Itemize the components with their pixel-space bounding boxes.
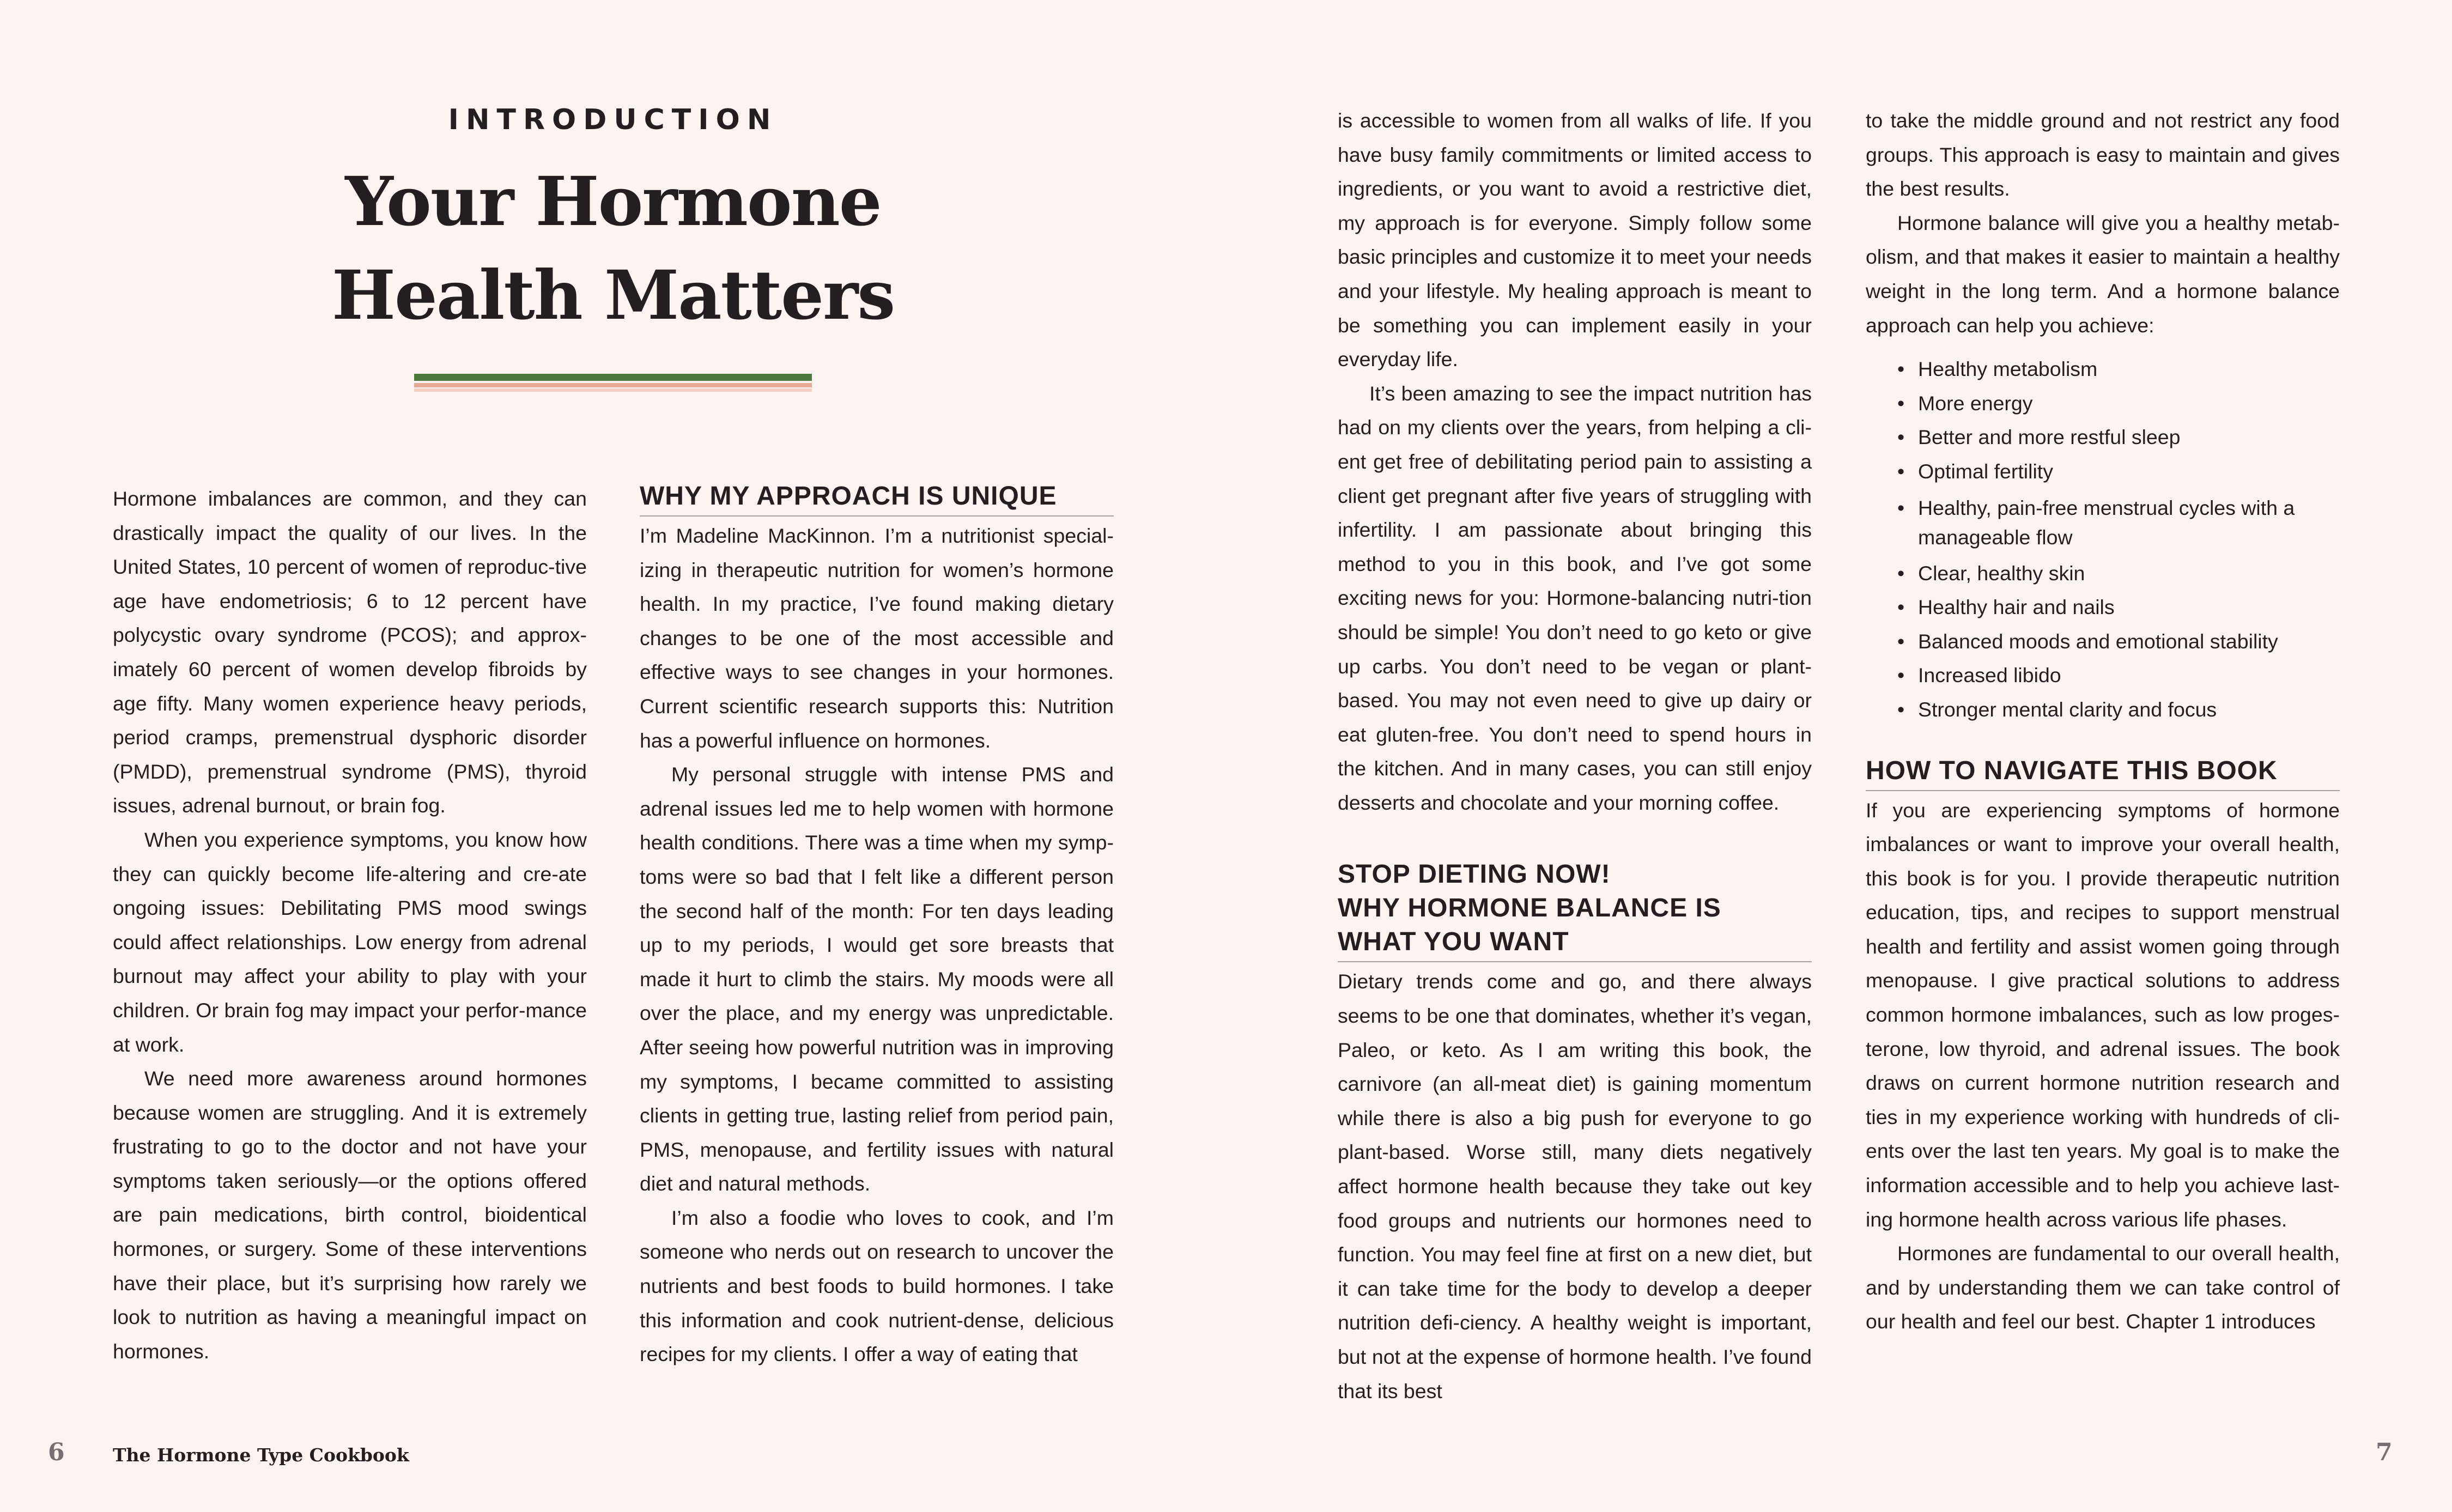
list-item: • Stronger mental clarity and focus: [1866, 693, 2340, 727]
chapter-title-line-1: Your Hormone: [345, 162, 881, 241]
list-item: • Healthy hair and nails: [1866, 590, 2340, 624]
list-item: • Healthy, pain-free menstrual cycles with a manageable flow: [1866, 493, 2340, 552]
paragraph: to take the middle ground and not restrict any food groups. This approach is easy to maintain and gives the best results.: [1866, 109, 2340, 201]
title-rule-light-pink: [414, 388, 812, 392]
list-item: • Better and more restful sleep: [1866, 420, 2340, 454]
paragraph: When you experience symptoms, you know how they can quickly become life-altering and cre-ate ongoing issues: Debilitating PMS mood swings could affect relationships. Low energy from adrenal burnout may affect your ability to play with your children. Or brain fog may impact your perfor-mance at work.: [113, 828, 587, 1056]
list-item: • Clear, healthy skin: [1866, 556, 2340, 591]
paragraph: Hormones are fundamental to our overall health, and by understanding them we can take control of our health and feel our best. Chapter 1 introduces: [1866, 1242, 2340, 1333]
list-item: • More energy: [1866, 386, 2340, 421]
paragraph: Hormone imbalances are common, and they can drastically impact the quality of our lives. In the United States, 10 percent of women of reproduc-tive age have endometriosis; 6 to 12 percent have polycystic ovary syndrome (PCOS); and approx-imately 60 percent of women develop fibroids by age fifty. Many women experience heavy periods, period cramps, premenstrual dysphoric disorder (PMDD), premenstrual syndrome (PMS), thyroid issues, adrenal burnout, or brain fog.: [113, 487, 587, 817]
section-heading-stop-dieting: [1338, 858, 1812, 962]
running-head: The Hormone Type Cookbook: [113, 1444, 409, 1466]
paragraph: My personal struggle with intense PMS and adrenal issues led me to help women with hormone health conditions. There was a time when my symp-toms were so bad that I felt like a different person the second half of the month: For ten days leading up to my periods, I would get sore breasts that made it hurt to climb the stairs. My moods were all over the place, and my energy was unpredictable. After seeing how powerful nutrition was in improving my symptoms, I became committed to assisting clients in getting true, lasting relief from period pain, PMS, menopause, and fertility issues with natural diet and natural methods.: [640, 763, 1114, 1195]
list-item: • Increased libido: [1866, 658, 2340, 693]
section-eyebrow: INTRODUCTION: [448, 104, 778, 136]
paragraph: Hormone balance will give you a healthy metab-olism, and that makes it easier to maintain a healthy weight in the long term. And a hormone balance approach can help you achieve:: [1866, 211, 2340, 337]
paragraph: is accessible to women from all walks of life. If you have busy family commitments or limited access to ingredients, or you want to avoid a restrictive diet, my approach is for everyone. Simply follow some basic principles and customize it to meet your needs and your lifestyle. My healing approach is meant to be something you can implement easily in your everyday life.: [1338, 109, 1812, 371]
column-4: [1866, 104, 2340, 1339]
paragraph: It’s been amazing to see the impact nutrition has had on my clients over the years, from helping a cli-ent get free of debilitating period pain to assisting a client get pregnant after five years of struggling with infertility. I am passionate about bringing this method to you in this book, and I’ve got some exciting news for you: Hormone-balancing nutri-tion should be simple! You don’t need to go keto or give up carbs. You don’t need to be vegan or plant-based. You may not even need to give up dairy or eat gluten-free. You don’t need to spend hours in the kitchen. And in many cases, you can still enjoy desserts and chocolate and your morning coffee.: [1338, 381, 1812, 814]
chapter-title: [251, 155, 975, 343]
title-rule-green: [414, 374, 812, 381]
column-2: [640, 479, 1114, 1371]
paragraph: We need more awareness around hormones because women are struggling. And it is extremely frustrating to go to the doctor and not have your symptoms taken seriously—or the options offered are pain medications, birth control, bioidentical hormones, or surgery. Some of these interventions have their place, but it’s surprising how rarely we look to nutrition as having a meaningful impact on hormones.: [113, 1067, 587, 1363]
page-number-right: 7: [2376, 1438, 2393, 1466]
section-heading-approach: WHY MY APPROACH IS UNIQUE: [640, 479, 1114, 517]
section-heading-navigate: HOW TO NAVIGATE THIS BOOK: [1866, 754, 2340, 791]
paragraph: I’m also a foodie who loves to cook, and I’m someone who nerds out on research to uncover the nutrients and best foods to build hormones. I take this information and cook nutrient-dense, delicious recipes for my clients. I offer a way of eating that: [640, 1206, 1114, 1366]
title-rule-pink: [414, 383, 812, 387]
column-1: [113, 482, 587, 1368]
column-3: [1338, 104, 1812, 1408]
list-item: • Healthy metabolism: [1866, 352, 2340, 386]
heading-line: WHAT YOU WANT: [1338, 927, 1569, 957]
paragraph: Dietary trends come and go, and there always seems to be one that dominates, whether it’s vegan, Paleo, or keto. As I am writing this book, the carnivore (an all-meat diet) is gaining momentum while there is also a big push for everyone to go plant-based. Worse still, many diets negatively affect hormone health because they take out key food groups and nutrients our hormones need to function. You may feel fine at first on a new diet, but it can take time for the body to develop a deeper nutrition defi-ciency. A healthy weight is important, but not at the expense of hormone health. I’ve found that its best: [1338, 970, 1812, 1402]
list-item: • Balanced moods and emotional stability: [1866, 624, 2340, 659]
paragraph: I’m Madeline MacKinnon. I’m a nutritionist special-izing in therapeutic nutrition for women’s hormone health. In my practice, I’ve found making dietary changes to be one of the most accessible and effective ways to see changes in your hormones. Current scientific research supports this: Nutrition has a powerful influence on hormones.: [640, 524, 1114, 752]
heading-line: WHY HORMONE BALANCE IS: [1338, 894, 1721, 923]
chapter-title-line-2: Health Matters: [331, 256, 895, 335]
page-number-left: 6: [48, 1438, 65, 1466]
benefits-list: [1866, 352, 2340, 726]
heading-line: STOP DIETING NOW!: [1338, 860, 1611, 889]
list-item: • Optimal fertility: [1866, 454, 2340, 489]
paragraph: If you are experiencing symptoms of hormone imbalances or want to improve your overall health, this book is for you. I provide therapeutic nutrition education, tips, and recipes to support menstrual health and fertility and assist women going through menopause. I give practical solutions to address common hormone imbalances, such as low proges-terone, low thyroid, and adrenal issues. The book draws on current hormone nutrition research and ties in my experience working with hundreds of cli-ents over the last ten years. My goal is to make the information accessible and to help you achieve last-ing hormone health across various life phases.: [1866, 798, 2340, 1231]
